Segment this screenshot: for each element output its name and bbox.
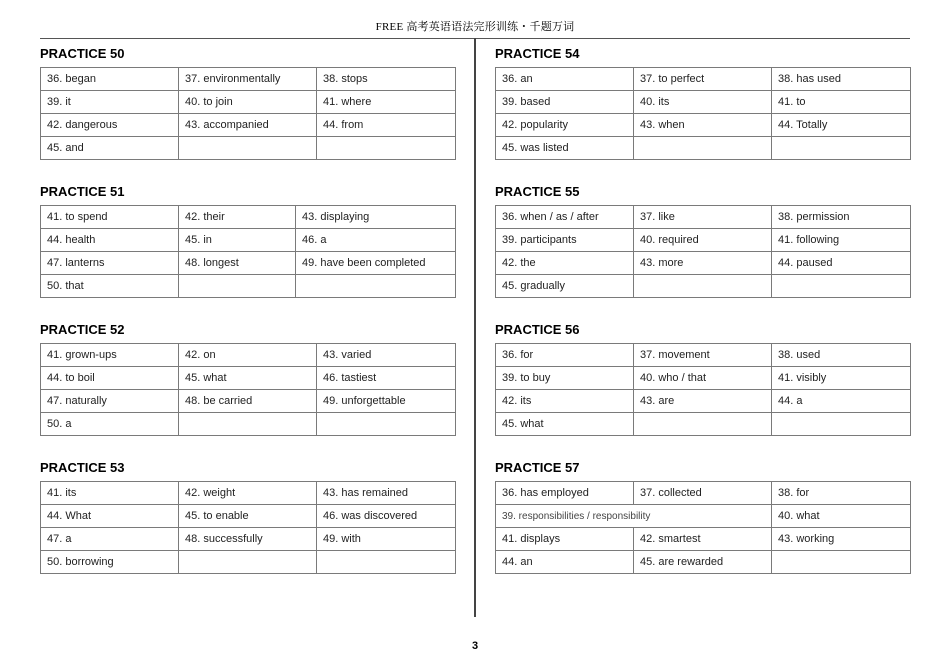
answer-cell: 47. lanterns [41, 252, 179, 275]
answer-cell: 46. was discovered [317, 505, 456, 528]
answer-cell [179, 413, 317, 436]
answer-cell: 36. an [496, 68, 634, 91]
answer-cell: 44. to boil [41, 367, 179, 390]
answer-cell: 39. responsibilities / responsibility [496, 505, 772, 528]
answer-cell: 41. visibly [772, 367, 911, 390]
answer-cell: 42. dangerous [41, 114, 179, 137]
answer-cell: 41. to [772, 91, 911, 114]
answer-cell: 41. following [772, 229, 911, 252]
answer-cell: 48. be carried [179, 390, 317, 413]
column-divider [474, 38, 476, 617]
table-row [41, 482, 456, 505]
answer-cell: 39. participants [496, 229, 634, 252]
answer-cell: 39. it [41, 91, 179, 114]
answer-cell: 45. are rewarded [634, 551, 772, 574]
table-row [496, 137, 911, 160]
answer-table [40, 343, 456, 436]
answer-cell: 43. accompanied [179, 114, 317, 137]
table-row [41, 206, 456, 229]
answer-cell: 49. with [317, 528, 456, 551]
answer-cell [634, 275, 772, 298]
answer-cell [772, 551, 911, 574]
answer-cell: 45. and [41, 137, 179, 160]
practice-50-section [40, 44, 455, 160]
answer-cell [634, 413, 772, 436]
answer-cell: 44. an [496, 551, 634, 574]
answer-cell: 36. has employed [496, 482, 634, 505]
answer-cell: 42. its [496, 390, 634, 413]
answer-cell: 38. used [772, 344, 911, 367]
table-row [41, 413, 456, 436]
practice-title: PRACTICE 52 [40, 322, 125, 337]
table-row [41, 91, 456, 114]
table-row [496, 528, 911, 551]
practice-56-section [495, 320, 910, 436]
table-row [496, 206, 911, 229]
answer-cell: 46. a [296, 229, 456, 252]
answer-cell: 42. popularity [496, 114, 634, 137]
answer-cell: 43. varied [317, 344, 456, 367]
table-row [41, 344, 456, 367]
answer-cell: 40. its [634, 91, 772, 114]
practice-51-section [40, 182, 455, 298]
answer-cell: 47. a [41, 528, 179, 551]
answer-table [495, 205, 911, 298]
table-row [41, 68, 456, 91]
answer-cell: 49. unforgettable [317, 390, 456, 413]
practice-57-section [495, 458, 910, 574]
table-row [496, 114, 911, 137]
answer-cell [179, 137, 317, 160]
practice-55-section [495, 182, 910, 298]
answer-cell [296, 275, 456, 298]
answer-table [495, 67, 911, 160]
answer-cell [179, 275, 296, 298]
practice-52-section [40, 320, 455, 436]
table-row [496, 229, 911, 252]
answer-cell: 40. to join [179, 91, 317, 114]
table-row [496, 91, 911, 114]
answer-cell: 38. has used [772, 68, 911, 91]
answer-cell: 42. on [179, 344, 317, 367]
answer-cell: 50. borrowing [41, 551, 179, 574]
answer-table [495, 343, 911, 436]
answer-cell: 38. for [772, 482, 911, 505]
answer-cell: 41. to spend [41, 206, 179, 229]
answer-cell: 39. to buy [496, 367, 634, 390]
table-row [41, 367, 456, 390]
answer-cell: 42. their [179, 206, 296, 229]
answer-cell [772, 137, 911, 160]
table-row [41, 229, 456, 252]
answer-cell [772, 275, 911, 298]
answer-cell: 43. displaying [296, 206, 456, 229]
answer-cell: 42. smartest [634, 528, 772, 551]
answer-cell: 43. when [634, 114, 772, 137]
answer-cell: 45. what [496, 413, 634, 436]
answer-cell: 43. working [772, 528, 911, 551]
practice-title: PRACTICE 56 [495, 322, 580, 337]
answer-cell: 44. health [41, 229, 179, 252]
answer-cell: 48. longest [179, 252, 296, 275]
answer-cell: 44. paused [772, 252, 911, 275]
practice-title: PRACTICE 50 [40, 46, 125, 61]
table-row [41, 137, 456, 160]
page-number: 3 [471, 640, 479, 652]
answer-cell: 44. a [772, 390, 911, 413]
answer-cell: 40. who / that [634, 367, 772, 390]
answer-cell: 37. collected [634, 482, 772, 505]
table-row [496, 367, 911, 390]
answer-cell: 46. tastiest [317, 367, 456, 390]
practice-54-section [495, 44, 910, 160]
practice-53-section [40, 458, 455, 574]
table-row [496, 505, 911, 528]
answer-cell: 43. has remained [317, 482, 456, 505]
answer-cell: 36. for [496, 344, 634, 367]
answer-cell: 37. environmentally [179, 68, 317, 91]
answer-cell [634, 137, 772, 160]
answer-cell: 36. when / as / after [496, 206, 634, 229]
table-row [41, 390, 456, 413]
table-row [496, 275, 911, 298]
answer-cell: 45. gradually [496, 275, 634, 298]
table-row [496, 252, 911, 275]
table-row [496, 413, 911, 436]
answer-cell: 45. what [179, 367, 317, 390]
answer-cell: 44. What [41, 505, 179, 528]
answer-cell: 41. grown-ups [41, 344, 179, 367]
answer-table [40, 481, 456, 574]
table-row [496, 551, 911, 574]
answer-cell: 37. like [634, 206, 772, 229]
answer-cell [772, 413, 911, 436]
table-row [41, 275, 456, 298]
answer-cell: 37. to perfect [634, 68, 772, 91]
answer-cell: 45. in [179, 229, 296, 252]
practice-title: PRACTICE 54 [495, 46, 580, 61]
answer-cell: 36. began [41, 68, 179, 91]
answer-cell: 50. that [41, 275, 179, 298]
answer-cell: 43. more [634, 252, 772, 275]
answer-cell: 42. the [496, 252, 634, 275]
answer-cell: 44. Totally [772, 114, 911, 137]
answer-table [40, 205, 456, 298]
table-row [496, 482, 911, 505]
answer-cell: 45. to enable [179, 505, 317, 528]
answer-cell: 42. weight [179, 482, 317, 505]
answer-cell: 45. was listed [496, 137, 634, 160]
practice-title: PRACTICE 55 [495, 184, 580, 199]
answer-cell: 38. permission [772, 206, 911, 229]
answer-cell [317, 413, 456, 436]
table-row [496, 344, 911, 367]
answer-cell [317, 137, 456, 160]
table-row [41, 505, 456, 528]
table-row [41, 114, 456, 137]
practice-title: PRACTICE 51 [40, 184, 125, 199]
answer-cell: 48. successfully [179, 528, 317, 551]
answer-cell [179, 551, 317, 574]
answer-cell: 40. what [772, 505, 911, 528]
answer-cell: 44. from [317, 114, 456, 137]
answer-table [40, 67, 456, 160]
answer-cell: 39. based [496, 91, 634, 114]
answer-cell [317, 551, 456, 574]
answer-cell: 49. have been completed [296, 252, 456, 275]
table-row [41, 252, 456, 275]
answer-cell: 47. naturally [41, 390, 179, 413]
answer-cell: 43. are [634, 390, 772, 413]
answer-cell: 50. a [41, 413, 179, 436]
answer-cell: 41. where [317, 91, 456, 114]
answer-cell: 38. stops [317, 68, 456, 91]
practice-title: PRACTICE 53 [40, 460, 125, 475]
table-row [496, 68, 911, 91]
table-row [41, 551, 456, 574]
table-row [41, 528, 456, 551]
page-header-title: FREE 高考英语语法完形训练・千题万词 [375, 21, 575, 33]
answer-table [495, 481, 911, 574]
answer-cell: 41. its [41, 482, 179, 505]
answer-cell: 40. required [634, 229, 772, 252]
practice-title: PRACTICE 57 [495, 460, 580, 475]
answer-cell: 41. displays [496, 528, 634, 551]
table-row [496, 390, 911, 413]
answer-cell: 37. movement [634, 344, 772, 367]
